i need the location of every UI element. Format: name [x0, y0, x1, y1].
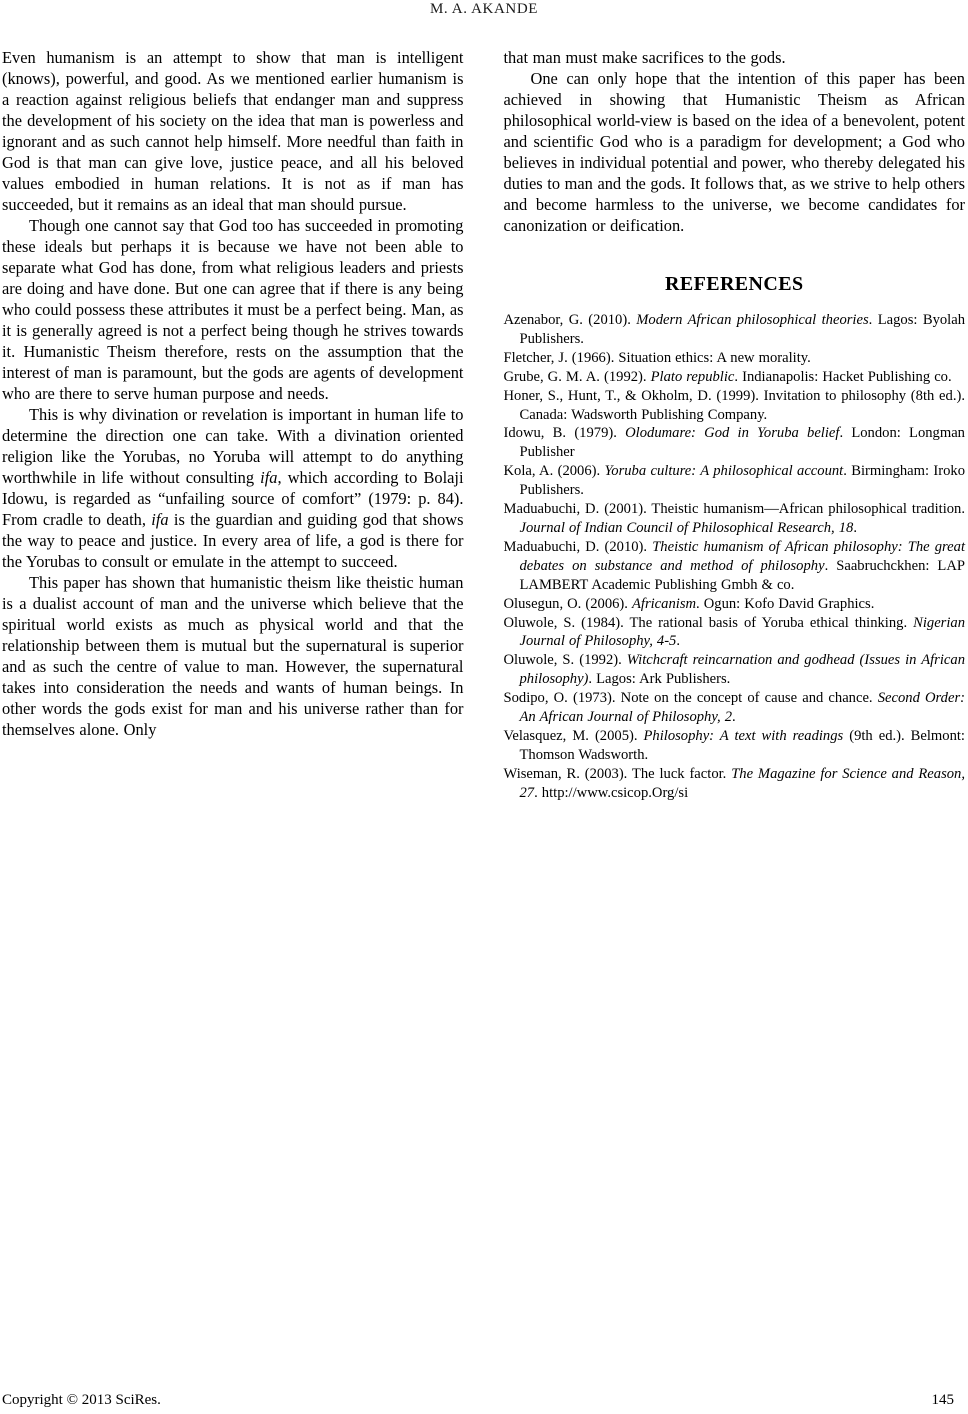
text-segment: Olusegun, O. (2006). [503, 595, 632, 612]
text-segment: Velasquez, M. (2005). [503, 727, 644, 744]
text-segment: Sodipo, O. (1973). Note on the concept of cause and chance. [503, 690, 878, 707]
reference-item [504, 500, 966, 538]
two-column-body [2, 47, 965, 803]
italic-text: Second Order: An African Journal of Philosophy, 2 [519, 690, 965, 726]
text-segment: . Indianapolis: Hacket Publishing co. [734, 368, 952, 385]
reference-item [504, 349, 966, 368]
reference-item [504, 765, 966, 803]
paragraph [504, 47, 966, 68]
reference-item [504, 368, 966, 387]
right-column-paragraphs [504, 47, 966, 236]
page-number: 145 [931, 1392, 954, 1408]
reference-item [504, 311, 966, 349]
reference-item [504, 727, 966, 765]
text-segment: . Birmingham: Iroko Publishers. [519, 463, 965, 499]
page-footer [2, 1392, 954, 1409]
text-segment: , which according to Bolaji Idowu, is regarded as “unfailing source of comfort” (1979: p. 84). From cradle to death, [2, 468, 464, 529]
paragraph [504, 68, 966, 236]
text-segment: . Lagos: Byolah Publishers. [519, 312, 965, 347]
reference-item [504, 462, 966, 500]
text-segment: Maduabuchi, D. (2010). [503, 538, 653, 555]
italic-text: Olodumare: God in Yoruba belief [625, 425, 840, 442]
text-segment: Wiseman, R. (2003). The luck factor. [503, 765, 732, 782]
italic-text: The Magazine for Science and Reason, 27 [519, 765, 966, 801]
references-list [504, 311, 966, 803]
reference-item [504, 689, 966, 727]
text-segment: One can only hope that the intention of this paper has been achieved in showing that Humanistic Theism as African philosophical world-view is based on the idea of a benevolent, potent and scientific God who is a paradigm for development; a God who believes in individual potential and power, who thereby delegated his duties to man and the gods. It follows that, as we strive to help others and become harmless to the universe, we become candidates for canonization or deification. [503, 69, 965, 235]
reference-item [504, 424, 966, 462]
text-segment: Honer, S., Hunt, T., & Okholm, D. (1999). Invitation to philosophy (8th ed.). Canada: Wadsworth Publishing Company. [503, 387, 965, 423]
text-segment: Azenabor, G. (2010). [503, 312, 637, 328]
text-segment: Grube, G. M. A. (1992). [503, 368, 651, 385]
text-segment: Kola, A. (2006). [503, 463, 605, 480]
reference-item [504, 538, 966, 595]
paragraph [2, 404, 464, 572]
reference-item [504, 614, 966, 652]
text-segment: This paper has shown that humanistic theism like theistic human is a dualist account of man and the universe which believe that the spiritual world exists as much as physical world and that the relationship between them is mutual but the supernatural is superior and as such the centre of value to man. However, the supernatural takes into consideration the needs and wants of human beings. In other words the gods exist for man and his universe rather than for themselves alone. Only [2, 573, 464, 739]
text-segment: (9th ed.). Belmont: Thomson Wadsworth. [519, 727, 965, 763]
reference-item [504, 651, 966, 689]
italic-text: Plato republic [650, 368, 735, 385]
text-segment: . Ogun: Kofo David Graphics. [696, 595, 875, 612]
text-segment: Idowu, B. (1979). [503, 425, 626, 442]
text-segment: . Saabruchckhen: LAP LAMBERT Academic Publishing Gmbh & co. [519, 557, 966, 593]
reference-item [504, 387, 966, 425]
reference-item [504, 595, 966, 614]
italic-text: Philosophy: A text with readings [643, 727, 844, 744]
text-segment: . [676, 633, 681, 650]
text-segment: Maduabuchi, D. (2001). Theistic humanism—African philosophical tradition. [503, 501, 965, 518]
text-segment: . [732, 709, 736, 726]
italic-text: Witchcraft reincarnation and godhead (Issues in African philosophy) [519, 652, 965, 688]
text-segment: is the guardian and guiding god that shows the way to peace and justice. In every area of life, a god is there for the Yorubas to consult or emulate in the attempt to succeed. [2, 510, 464, 571]
text-segment: Though one cannot say that God too has succeeded in promoting these ideals but perhaps it is because we have not been able to separate what God has done, from what religious leaders and priests are doing and have done. But one can agree that if there is any being who could possess these attributes it must be a perfect being. Man, as it is generally agreed is not a perfect being though he strives towards it. Humanistic Theism therefore, rests on the assumption that the interest of man is paramount, but the gods are agents of development who are there to serve human purpose and needs. [2, 216, 464, 403]
paragraph [2, 572, 464, 740]
text-segment: Oluwole, S. (1992). [503, 652, 627, 669]
text-segment: Fletcher, J. (1966). Situation ethics: A new morality. [503, 349, 811, 366]
text-segment: . http://www.csicop.Org/si [534, 784, 689, 801]
text-segment: . Lagos: Ark Publishers. [588, 671, 731, 688]
text-segment: Even humanism is an attempt to show that man is intelligent (knows), powerful, and good. As we mentioned earlier humanism is a reaction against religious beliefs that endanger man and suppress the development of his society on the idea that man is powerless and ignorant and as such cannot help himself. More needful than faith in God is that man can give love, justice peace, and all his beloved values embodied in human relations. It is not as if man has succeeded, but it remains as an ideal that man should pursue. [2, 48, 464, 214]
references-heading: REFERENCES [665, 273, 804, 295]
right-column [504, 47, 966, 803]
text-segment: that man must make sacrifices to the gods. [503, 48, 786, 67]
text-segment: . London: Longman Publisher [519, 425, 965, 461]
text-segment: . [853, 519, 857, 536]
italic-text: Journal of Indian Council of Philosophical Research, 18 [519, 519, 854, 536]
running-title: M. A. AKANDE [429, 1, 539, 17]
left-column [2, 47, 464, 803]
italic-text: Africanism [631, 595, 697, 612]
copyright-text: Copyright © 2013 SciRes. [2, 1392, 161, 1408]
paragraph [2, 215, 464, 404]
paragraph [2, 47, 464, 215]
text-segment: Oluwole, S. (1984). The rational basis of Yoruba ethical thinking. [503, 614, 914, 631]
italic-text: Modern African philosophical theories [636, 312, 869, 328]
text-segment: This is why divination or revelation is important in human life to determine the direction one can take. With a divination oriented religion like the Yorubas, no Yoruba will attempt to do anything worthwhile in life without consulting [2, 405, 464, 487]
italic-text: Theistic humanism of African philosophy: The great debates on substance and method of philosophy [519, 538, 965, 574]
italic-text: ifa [151, 510, 169, 529]
italic-text: ifa [260, 468, 278, 487]
italic-text: Yoruba culture: A philosophical account [604, 463, 844, 480]
italic-text: Nigerian Journal of Philosophy, 4-5 [519, 614, 965, 650]
